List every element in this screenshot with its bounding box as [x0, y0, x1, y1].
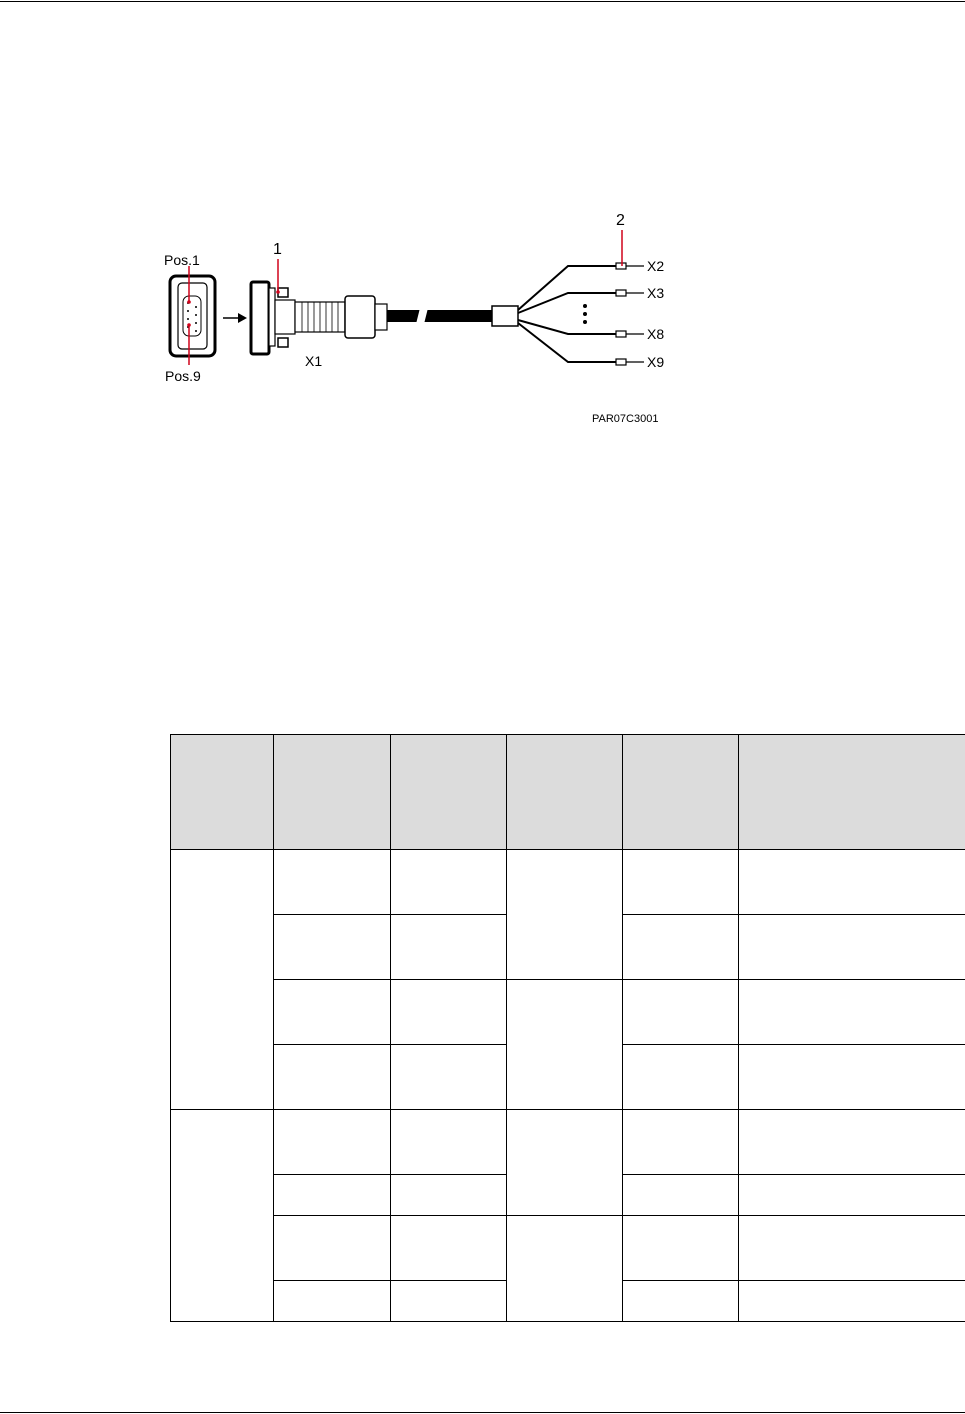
ellipsis-dot [583, 320, 587, 324]
table-cell [623, 980, 739, 1045]
table-cell [623, 1175, 739, 1216]
table-row [171, 1110, 965, 1175]
connector-x1-label: X1 [305, 353, 323, 369]
arrow-head-icon [238, 313, 247, 323]
table-cell [171, 1110, 274, 1322]
table-cell [274, 915, 391, 980]
table-cell [507, 1216, 623, 1322]
cable-sleeve [492, 306, 518, 326]
table-cell [391, 1216, 507, 1281]
table-cell [507, 980, 623, 1110]
header-cell [391, 735, 507, 850]
table-cell [739, 1110, 965, 1175]
table-row [171, 980, 965, 1045]
table-cell [739, 1175, 965, 1216]
table-cell [274, 850, 391, 915]
callout-1: 1 [273, 241, 282, 258]
table-cell [391, 1281, 507, 1322]
figure-code: PAR07C3001 [592, 413, 659, 425]
table-cell [274, 1175, 391, 1216]
table-row [171, 1216, 965, 1281]
table-header-row [171, 735, 965, 850]
table-cell [274, 1281, 391, 1322]
table-cell [623, 850, 739, 915]
table-cell [391, 915, 507, 980]
header-cell [739, 735, 965, 850]
table-cell [391, 980, 507, 1045]
table-cell [507, 1110, 623, 1216]
x1-connector [251, 282, 387, 354]
pos-1-label: Pos.1 [164, 252, 200, 268]
pos-9-label: Pos.9 [165, 368, 201, 384]
cable-diagram-svg [150, 200, 710, 440]
header-cell [171, 735, 274, 850]
table-cell [739, 915, 965, 980]
wire-label-x9: X9 [647, 354, 665, 370]
table-cell [274, 1110, 391, 1175]
header-cell [274, 735, 391, 850]
cable-segment-left [387, 310, 420, 322]
table-cell [623, 1045, 739, 1110]
ellipsis-dot [583, 304, 587, 308]
callout-2: 2 [616, 212, 625, 229]
footer-rule [0, 1412, 965, 1413]
ellipsis-dot [583, 312, 587, 316]
fanout-wires [518, 266, 616, 362]
wire-label-x3: X3 [647, 285, 665, 301]
table-cell [391, 1175, 507, 1216]
table-cell [274, 1045, 391, 1110]
table-cell [739, 1216, 965, 1281]
table-cell [274, 980, 391, 1045]
table-cell [391, 1045, 507, 1110]
table-cell [623, 1281, 739, 1322]
table-cell [739, 1045, 965, 1110]
header-rule [0, 1, 965, 2]
wire-label-x2: X2 [647, 258, 665, 274]
pin-table [170, 734, 965, 1322]
table-cell [623, 915, 739, 980]
table-cell [391, 1110, 507, 1175]
table-cell [507, 850, 623, 980]
wire-ferrules [616, 263, 644, 365]
table-cell [274, 1216, 391, 1281]
table-row [171, 850, 965, 915]
table-cell [623, 1110, 739, 1175]
cable-diagram [150, 200, 710, 440]
header-cell [623, 735, 739, 850]
table-cell [391, 850, 507, 915]
wire-label-x8: X8 [647, 326, 665, 342]
db9-port [170, 276, 215, 356]
table-cell [739, 850, 965, 915]
table-cell [623, 1216, 739, 1281]
header-cell [507, 735, 623, 850]
table-cell [739, 980, 965, 1045]
table-cell [739, 1281, 965, 1322]
table-cell [171, 850, 274, 1110]
